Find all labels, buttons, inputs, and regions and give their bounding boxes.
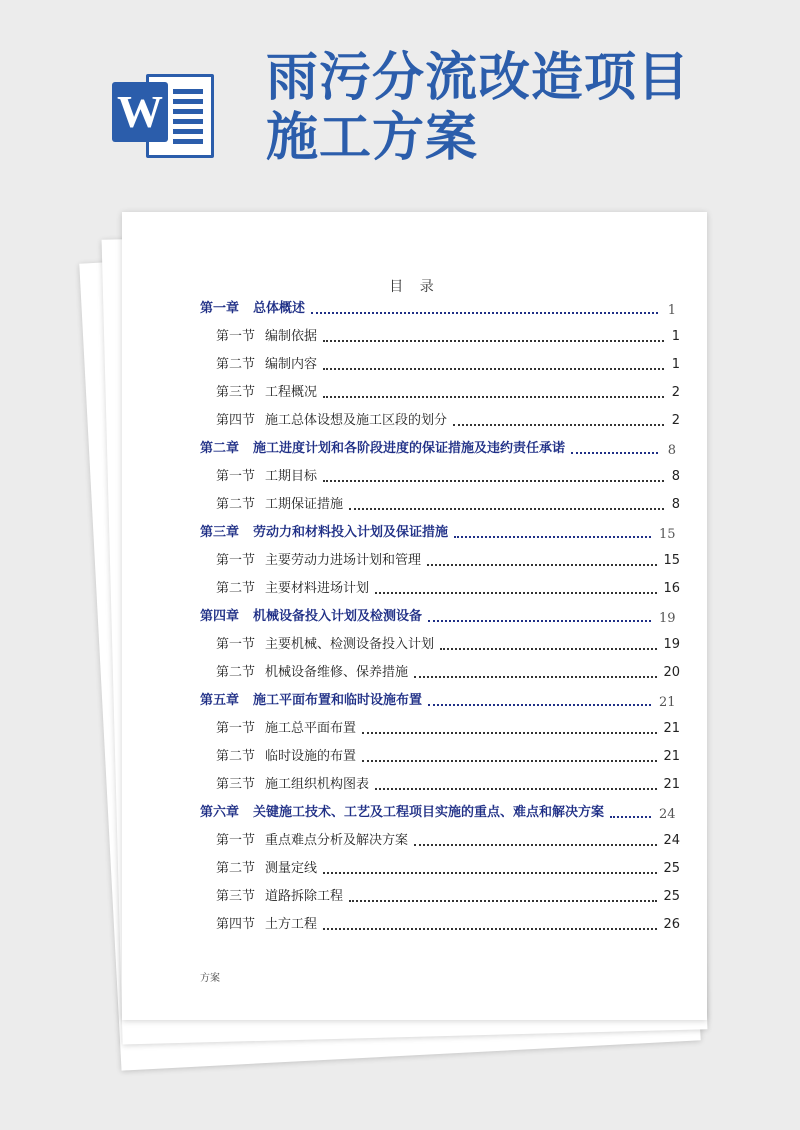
toc-entry-title: 施工总体设想及施工区段的划分: [265, 413, 448, 428]
toc-leader-dots: [375, 788, 657, 790]
toc-entry-number: 第二章: [200, 441, 240, 456]
toc-entry-label: [216, 748, 362, 766]
toc-entry-title: 测量定线: [265, 861, 318, 876]
toc-chapter-entry[interactable]: [200, 300, 680, 318]
title-line-2: 施工方案: [266, 108, 479, 168]
toc-chapter-entry[interactable]: [200, 804, 680, 822]
toc-entry-number: 第三章: [200, 525, 240, 540]
toc-entry-label: [200, 608, 428, 626]
toc-page-number: 24: [663, 833, 680, 848]
toc-entry-number: 第五章: [200, 693, 240, 708]
toc-leader-dots: [323, 872, 657, 874]
toc-chapter-entry[interactable]: [200, 524, 680, 542]
toc-entry-number: 第二节: [216, 357, 256, 372]
toc-section-entry[interactable]: [200, 328, 680, 346]
toc-entry-title: 总体概述: [253, 301, 306, 316]
toc-entry-number: 第一节: [216, 329, 256, 344]
toc-entry-label: [216, 356, 323, 374]
toc-page-number: 24: [659, 807, 676, 822]
toc-entry-number: 第一章: [200, 301, 240, 316]
toc-page-number: 8: [671, 469, 680, 484]
toc-entry-number: 第三节: [216, 889, 256, 904]
toc-page-number: 21: [663, 721, 680, 736]
toc-page-number: 1: [667, 303, 677, 318]
toc-page-number: 2: [671, 413, 680, 428]
toc-entry-number: 第一节: [216, 833, 256, 848]
toc-entry-number: 第二节: [216, 581, 256, 596]
toc-section-entry[interactable]: [200, 636, 680, 654]
toc-page-number: 8: [667, 443, 677, 458]
toc-entry-title: 施工组织机构图表: [265, 777, 370, 792]
toc-entry-number: 第一节: [216, 721, 256, 736]
toc-heading: 目 录: [389, 279, 440, 295]
toc-page-number: 21: [663, 749, 680, 764]
toc-entry-title: 机械设备维修、保养措施: [265, 665, 409, 680]
document-page: [122, 212, 707, 1020]
toc-entry-label: [200, 300, 311, 318]
toc-entry-title: 机械设备投入计划及检测设备: [253, 609, 423, 624]
toc-page-number: 25: [663, 889, 680, 904]
toc-section-entry[interactable]: [200, 916, 680, 934]
toc-entry-label: [216, 552, 427, 570]
toc-leader-dots: [571, 452, 658, 454]
toc-entry-label: [216, 860, 323, 878]
toc-chapter-entry[interactable]: [200, 440, 680, 458]
toc-leader-dots: [323, 340, 664, 342]
word-app-icon: [112, 68, 212, 158]
toc-section-entry[interactable]: [200, 888, 680, 906]
toc-entry-number: 第四节: [216, 917, 256, 932]
toc-entry-label: [200, 440, 571, 458]
toc-entry-label: [216, 776, 375, 794]
toc-entry-number: 第二节: [216, 861, 256, 876]
toc-page-number: 19: [659, 611, 676, 626]
toc-leader-dots: [610, 816, 651, 818]
toc-page-number: 16: [663, 581, 680, 596]
toc-section-entry[interactable]: [200, 468, 680, 486]
toc-entry-label: [216, 328, 323, 346]
toc-entry-title: 主要材料进场计划: [265, 581, 370, 596]
toc-entry-label: [216, 468, 323, 486]
toc-entry-number: 第六章: [200, 805, 240, 820]
toc-entry-label: [200, 692, 428, 710]
toc-leader-dots: [414, 676, 657, 678]
toc-section-entry[interactable]: [200, 356, 680, 374]
toc-entry-label: [216, 832, 414, 850]
toc-entry-label: [200, 804, 610, 822]
toc-section-entry[interactable]: [200, 580, 680, 598]
toc-leader-dots: [323, 480, 664, 482]
toc-leader-dots: [311, 312, 658, 314]
toc-entry-title: 劳动力和材料投入计划及保证措施: [253, 525, 449, 540]
toc-page-number: 19: [663, 637, 680, 652]
toc-page-number: 26: [663, 917, 680, 932]
toc-leader-dots: [440, 648, 657, 650]
toc-section-entry[interactable]: [200, 860, 680, 878]
toc-leader-dots: [453, 424, 664, 426]
toc-chapter-entry[interactable]: [200, 608, 680, 626]
toc-chapter-entry[interactable]: [200, 692, 680, 710]
toc-entry-title: 施工总平面布置: [265, 721, 357, 736]
toc-entry-title: 施工平面布置和临时设施布置: [253, 693, 423, 708]
toc-section-entry[interactable]: [200, 832, 680, 850]
toc-entry-title: 关键施工技术、工艺及工程项目实施的重点、难点和解决方案: [253, 805, 605, 820]
toc-entry-number: 第三节: [216, 777, 256, 792]
toc-entry-number: 第一节: [216, 637, 256, 652]
toc-page-number: 25: [663, 861, 680, 876]
toc-leader-dots: [349, 900, 657, 902]
page-title: [266, 48, 690, 168]
toc-section-entry[interactable]: [200, 748, 680, 766]
toc-leader-dots: [454, 536, 651, 538]
toc-entry-title: 主要劳动力进场计划和管理: [265, 553, 422, 568]
toc-entry-label: [216, 888, 349, 906]
toc-section-entry[interactable]: [200, 552, 680, 570]
toc-entry-label: [216, 664, 414, 682]
toc-leader-dots: [362, 732, 657, 734]
toc-page-number: 15: [663, 553, 680, 568]
toc-entry-title: 工期保证措施: [265, 497, 344, 512]
toc-entry-title: 编制内容: [265, 357, 318, 372]
toc-entry-label: [216, 384, 323, 402]
toc-entry-number: 第三节: [216, 385, 256, 400]
toc-section-entry[interactable]: [200, 776, 680, 794]
toc-entry-title: 主要机械、检测设备投入计划: [265, 637, 435, 652]
toc-leader-dots: [323, 396, 664, 398]
toc-leader-dots: [428, 704, 651, 706]
toc-page-number: 21: [663, 777, 680, 792]
toc-page-number: 1: [671, 329, 680, 344]
toc-leader-dots: [323, 368, 664, 370]
word-logo-letter: W: [112, 82, 168, 142]
toc-entry-title: 施工进度计划和各阶段进度的保证措施及违约责任承诺: [253, 441, 566, 456]
toc-entry-label: [216, 580, 375, 598]
toc-entry-number: 第二节: [216, 665, 256, 680]
toc-entry-title: 道路拆除工程: [265, 889, 344, 904]
toc-entry-title: 工程概况: [265, 385, 318, 400]
toc-page-number: 2: [671, 385, 680, 400]
toc-leader-dots: [323, 928, 657, 930]
toc-leader-dots: [428, 620, 651, 622]
toc-entry-title: 临时设施的布置: [265, 749, 357, 764]
toc-entry-number: 第一节: [216, 469, 256, 484]
toc-section-entry[interactable]: [200, 664, 680, 682]
toc-entry-title: 工期目标: [265, 469, 318, 484]
toc-leader-dots: [427, 564, 657, 566]
title-line-1: 雨污分流改造项目: [266, 48, 691, 108]
toc-entry-title: 重点难点分析及解决方案: [265, 833, 409, 848]
toc-section-entry[interactable]: [200, 720, 680, 738]
toc-entry-title: 编制依据: [265, 329, 318, 344]
toc-section-entry[interactable]: [200, 496, 680, 514]
toc-entry-number: 第一节: [216, 553, 256, 568]
toc-entry-title: 土方工程: [265, 917, 318, 932]
toc-entry-label: [216, 720, 362, 738]
toc-section-entry[interactable]: [200, 384, 680, 402]
toc-page-number: 1: [671, 357, 680, 372]
toc-entry-number: 第四节: [216, 413, 256, 428]
toc-section-entry[interactable]: [200, 412, 680, 430]
toc-entry-label: [216, 412, 453, 430]
toc-entry-number: 第二节: [216, 749, 256, 764]
toc-entry-label: [216, 916, 323, 934]
toc-page-number: 8: [671, 497, 680, 512]
page-footer: 方案: [200, 973, 220, 984]
toc-entry-label: [216, 496, 349, 514]
toc-leader-dots: [375, 592, 657, 594]
toc-entry-number: 第二节: [216, 497, 256, 512]
toc-leader-dots: [414, 844, 657, 846]
toc-leader-dots: [349, 508, 664, 510]
toc-entry-label: [216, 636, 440, 654]
toc-entry-label: [200, 524, 454, 542]
toc-page-number: 15: [659, 527, 676, 542]
toc-leader-dots: [362, 760, 657, 762]
toc-page-number: 20: [663, 665, 680, 680]
toc-entry-number: 第四章: [200, 609, 240, 624]
toc-page-number: 21: [659, 695, 676, 710]
